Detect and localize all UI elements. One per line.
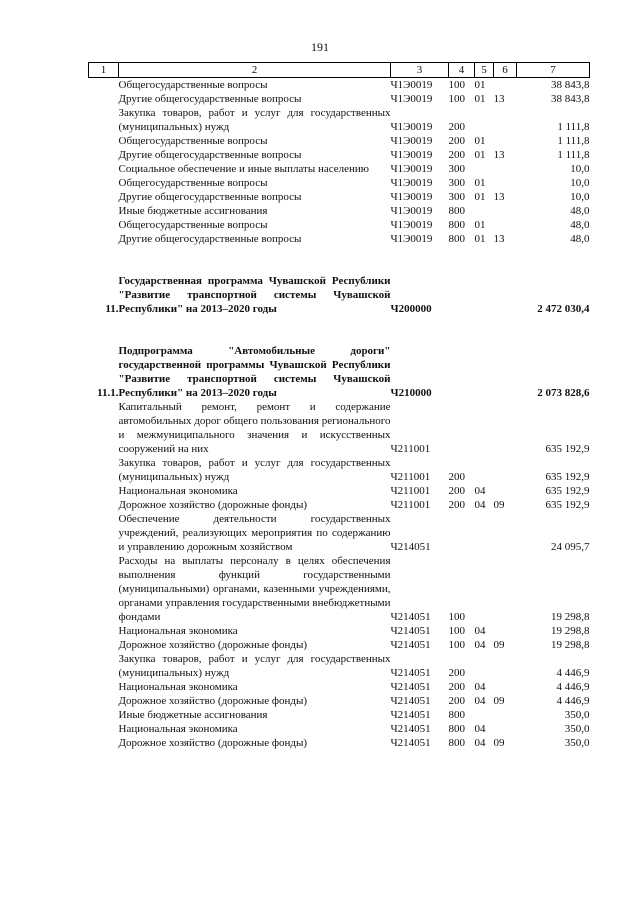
section-code: [475, 204, 494, 218]
row-name: Расходы на выплаты персоналу в целях обеспечения выполнения функций государственными (муниципальными) органами, казенными учреждениями, органами управления государственными внебюджетными фондами: [118, 555, 391, 623]
section-code: [475, 652, 494, 680]
section-code: 01: [474, 149, 486, 161]
section-code: 04: [474, 639, 486, 651]
section-code: [475, 400, 494, 456]
spacer-row: [89, 316, 590, 344]
row-number: [89, 400, 119, 456]
expense-type-code: 200: [448, 499, 465, 511]
amount: 4 446,9: [556, 681, 590, 693]
expense-type-code: 200: [448, 121, 465, 133]
row-name: Общегосударственные вопросы: [118, 79, 268, 91]
amount: 48,0: [570, 205, 590, 217]
table-row: [89, 274, 590, 316]
subsection-code: 13: [493, 149, 505, 161]
target-article-code: Ч211001: [390, 485, 431, 497]
column-header: 3: [391, 63, 449, 78]
target-article-code: Ч1Э0019: [390, 219, 433, 231]
row-number: [89, 176, 119, 190]
section-code: 01: [474, 219, 486, 231]
target-article-code: Ч214051: [390, 737, 431, 749]
row-number: [89, 78, 119, 93]
expense-type-code: 800: [448, 709, 465, 721]
row-name: Другие общегосударственные вопросы: [118, 191, 302, 203]
subsection-code: [494, 274, 517, 316]
section-code: [475, 456, 494, 484]
amount: 350,0: [564, 723, 590, 735]
row-name: Дорожное хозяйство (дорожные фонды): [118, 695, 308, 707]
row-number: [89, 680, 119, 694]
table-row: [89, 512, 590, 554]
target-article-code: Ч1Э0019: [390, 233, 433, 245]
target-article-code: Ч1Э0019: [390, 79, 433, 91]
target-article-code: Ч210000: [390, 387, 432, 399]
target-article-code: Ч214051: [390, 541, 431, 553]
subsection-code: [494, 106, 517, 134]
subsection-code: [494, 344, 517, 400]
row-name: Социальное обеспечение и иные выплаты населению: [118, 163, 370, 175]
expense-type-code: 800: [448, 233, 465, 245]
target-article-code: Ч214051: [390, 681, 431, 693]
section-code: 01: [474, 79, 486, 91]
subsection-code: [494, 456, 517, 484]
row-name: Обеспечение деятельности государственных учреждений, реализующих мероприятия по содержанию и управлению дорожным хозяйством: [118, 513, 391, 553]
target-article-code: Ч211001: [390, 471, 431, 483]
budget-table: [88, 62, 590, 750]
amount: 635 192,9: [545, 443, 590, 455]
subsection-code: 09: [493, 639, 505, 651]
expense-type-code: 100: [448, 625, 465, 637]
row-name: Другие общегосударственные вопросы: [118, 93, 302, 105]
amount: 1 111,8: [557, 149, 590, 161]
expense-type-code: 200: [448, 681, 465, 693]
subsection-code: 13: [493, 191, 505, 203]
table-row: [89, 624, 590, 638]
expense-type-code: 200: [448, 471, 465, 483]
section-code: [475, 106, 494, 134]
expense-type-code: 300: [448, 177, 465, 189]
target-article-code: Ч214051: [390, 723, 431, 735]
row-name: Закупка товаров, работ и услуг для государственных (муниципальных) нужд: [118, 457, 391, 483]
expense-type-code: 100: [448, 93, 465, 105]
subsection-code: [494, 722, 517, 736]
amount: 4 446,9: [556, 695, 590, 707]
table-row: [89, 680, 590, 694]
target-article-code: Ч214051: [390, 667, 431, 679]
spacer-row: [89, 246, 590, 274]
row-name: Общегосударственные вопросы: [118, 135, 268, 147]
row-number: [89, 106, 119, 134]
section-code: 04: [474, 625, 486, 637]
target-article-code: Ч214051: [390, 709, 431, 721]
amount: 350,0: [564, 737, 590, 749]
table-row: [89, 400, 590, 456]
amount: 19 298,8: [551, 625, 590, 637]
amount: 635 192,9: [545, 499, 590, 511]
row-number: [89, 92, 119, 106]
target-article-code: Ч1Э0019: [390, 191, 433, 203]
table-row: [89, 652, 590, 680]
target-article-code: Ч211001: [390, 499, 431, 511]
row-name: Государственная программа Чувашской Республики "Развитие транспортной системы Чувашской Республики" на 2013–2020 годы: [118, 275, 391, 315]
subsection-code: 09: [493, 695, 505, 707]
subsection-code: [494, 204, 517, 218]
row-number: [89, 162, 119, 176]
amount: 38 843,8: [551, 93, 590, 105]
section-code: 01: [474, 191, 486, 203]
amount: 2 472 030,4: [537, 303, 590, 315]
target-article-code: Ч214051: [390, 611, 431, 623]
table-row: [89, 162, 590, 176]
expense-type-code: [449, 512, 475, 554]
subsection-code: [494, 624, 517, 638]
expense-type-code: 800: [448, 219, 465, 231]
table-row: [89, 554, 590, 624]
section-code: [475, 512, 494, 554]
subsection-code: 09: [493, 737, 505, 749]
subsection-code: 13: [493, 93, 505, 105]
expense-type-code: 800: [448, 205, 465, 217]
target-article-code: Ч1Э0019: [390, 93, 433, 105]
target-article-code: Ч1Э0019: [390, 163, 433, 175]
column-header: 5: [475, 63, 494, 78]
section-code: [475, 274, 494, 316]
expense-type-code: 800: [448, 723, 465, 735]
table-row: [89, 456, 590, 484]
section-code: [475, 708, 494, 722]
row-number: [89, 190, 119, 204]
expense-type-code: [449, 344, 475, 400]
subsection-code: [494, 78, 517, 93]
table-row: [89, 148, 590, 162]
subsection-code: [494, 652, 517, 680]
target-article-code: Ч200000: [390, 303, 432, 315]
expense-type-code: 200: [448, 135, 465, 147]
row-name: Дорожное хозяйство (дорожные фонды): [118, 499, 308, 511]
row-name: Подпрограмма "Автомобильные дороги" государственной программы Чувашской Республики "Развитие транспортной системы Чувашской Республики" на 2013–2020 годы: [118, 345, 391, 399]
table-row: [89, 204, 590, 218]
amount: 10,0: [570, 191, 590, 203]
amount: 10,0: [570, 163, 590, 175]
row-name: Капитальный ремонт, ремонт и содержание автомобильных дорог общего пользования регионального и межмуниципального значения и искусственных сооружений на них: [118, 401, 391, 455]
target-article-code: Ч214051: [390, 639, 431, 651]
row-number: [89, 736, 119, 750]
row-name: Другие общегосударственные вопросы: [118, 233, 302, 245]
table-row: [89, 344, 590, 400]
table-row: [89, 708, 590, 722]
subsection-code: [494, 484, 517, 498]
expense-type-code: 200: [448, 667, 465, 679]
subsection-code: [494, 554, 517, 624]
target-article-code: Ч1Э0019: [390, 177, 433, 189]
row-number: [89, 624, 119, 638]
amount: 4 446,9: [556, 667, 590, 679]
row-number: [89, 148, 119, 162]
expense-type-code: 300: [448, 163, 465, 175]
section-code: [475, 554, 494, 624]
row-number: [89, 638, 119, 652]
section-code: 04: [474, 681, 486, 693]
table-row: [89, 176, 590, 190]
amount: 350,0: [564, 709, 590, 721]
table-row: [89, 218, 590, 232]
subsection-code: [494, 400, 517, 456]
row-number: [89, 204, 119, 218]
row-name: Национальная экономика: [118, 723, 238, 735]
row-name: Дорожное хозяйство (дорожные фонды): [118, 737, 308, 749]
row-number: [89, 652, 119, 680]
row-number: [89, 232, 119, 246]
row-number: [89, 498, 119, 512]
section-code: 04: [474, 737, 486, 749]
column-header: 6: [494, 63, 517, 78]
table-row: [89, 78, 590, 93]
table-row: [89, 736, 590, 750]
page-number: 191: [311, 40, 329, 54]
row-name: Иные бюджетные ассигнования: [118, 205, 268, 217]
table-row: [89, 190, 590, 204]
expense-type-code: 200: [448, 149, 465, 161]
target-article-code: Ч1Э0019: [390, 135, 433, 147]
target-article-code: Ч211001: [390, 443, 431, 455]
table-row: [89, 106, 590, 134]
amount: 19 298,8: [551, 639, 590, 651]
amount: 24 095,7: [551, 541, 590, 553]
section-code: [475, 344, 494, 400]
row-number: [89, 722, 119, 736]
row-number: [89, 554, 119, 624]
row-name: Общегосударственные вопросы: [118, 219, 268, 231]
expense-type-code: 100: [448, 639, 465, 651]
row-name: Закупка товаров, работ и услуг для государственных (муниципальных) нужд: [118, 653, 391, 679]
table-row: [89, 694, 590, 708]
subsection-code: [494, 134, 517, 148]
row-number: [89, 218, 119, 232]
row-number: 11.1.: [97, 387, 119, 399]
row-number: [89, 456, 119, 484]
section-code: 01: [474, 177, 486, 189]
amount: 635 192,9: [545, 471, 590, 483]
subsection-code: 09: [493, 499, 505, 511]
amount: 2 073 828,6: [537, 387, 590, 399]
row-number: 11.: [105, 303, 119, 315]
expense-type-code: 200: [448, 695, 465, 707]
table-row: [89, 498, 590, 512]
expense-type-code: 800: [448, 737, 465, 749]
table-row: [89, 484, 590, 498]
column-header: 7: [517, 63, 590, 78]
section-code: 04: [474, 499, 486, 511]
expense-type-code: 100: [448, 79, 465, 91]
row-name: Национальная экономика: [118, 625, 238, 637]
subsection-code: [494, 708, 517, 722]
row-name: Дорожное хозяйство (дорожные фонды): [118, 639, 308, 651]
expense-type-code: 200: [448, 485, 465, 497]
section-code: [475, 162, 494, 176]
target-article-code: Ч1Э0019: [390, 149, 433, 161]
subsection-code: [494, 512, 517, 554]
table-row: [89, 92, 590, 106]
subsection-code: [494, 218, 517, 232]
expense-type-code: [449, 400, 475, 456]
amount: 635 192,9: [545, 485, 590, 497]
subsection-code: 13: [493, 233, 505, 245]
amount: 38 843,8: [551, 79, 590, 91]
section-code: 04: [474, 485, 486, 497]
section-code: 04: [474, 695, 486, 707]
amount: 1 111,8: [557, 121, 590, 133]
section-code: 01: [474, 135, 486, 147]
row-number: [89, 708, 119, 722]
row-number: [89, 134, 119, 148]
amount: 10,0: [570, 177, 590, 189]
table-body: [89, 78, 590, 751]
table-row: [89, 134, 590, 148]
target-article-code: Ч1Э0019: [390, 121, 433, 133]
row-number: [89, 484, 119, 498]
target-article-code: Ч1Э0019: [390, 205, 433, 217]
section-code: 01: [474, 93, 486, 105]
expense-type-code: 300: [448, 191, 465, 203]
row-number: [89, 512, 119, 554]
table-row: [89, 638, 590, 652]
row-name: Закупка товаров, работ и услуг для государственных (муниципальных) нужд: [118, 107, 391, 133]
section-code: 01: [474, 233, 486, 245]
amount: 19 298,8: [551, 611, 590, 623]
expense-type-code: [449, 274, 475, 316]
table-row: [89, 722, 590, 736]
section-code: 04: [474, 723, 486, 735]
row-name: Национальная экономика: [118, 681, 238, 693]
column-header: 4: [449, 63, 475, 78]
row-name: Национальная экономика: [118, 485, 238, 497]
table-row: [89, 232, 590, 246]
column-header: 1: [89, 63, 119, 78]
amount: 1 111,8: [557, 135, 590, 147]
row-name: Общегосударственные вопросы: [118, 177, 268, 189]
row-number: [89, 694, 119, 708]
amount: 48,0: [570, 233, 590, 245]
subsection-code: [494, 680, 517, 694]
expense-type-code: 100: [448, 611, 465, 623]
subsection-code: [494, 176, 517, 190]
amount: 48,0: [570, 219, 590, 231]
target-article-code: Ч214051: [390, 625, 431, 637]
row-name: Иные бюджетные ассигнования: [118, 709, 268, 721]
target-article-code: Ч214051: [390, 695, 431, 707]
column-header: 2: [119, 63, 391, 78]
row-name: Другие общегосударственные вопросы: [118, 149, 302, 161]
subsection-code: [494, 162, 517, 176]
table-header: [89, 63, 590, 78]
